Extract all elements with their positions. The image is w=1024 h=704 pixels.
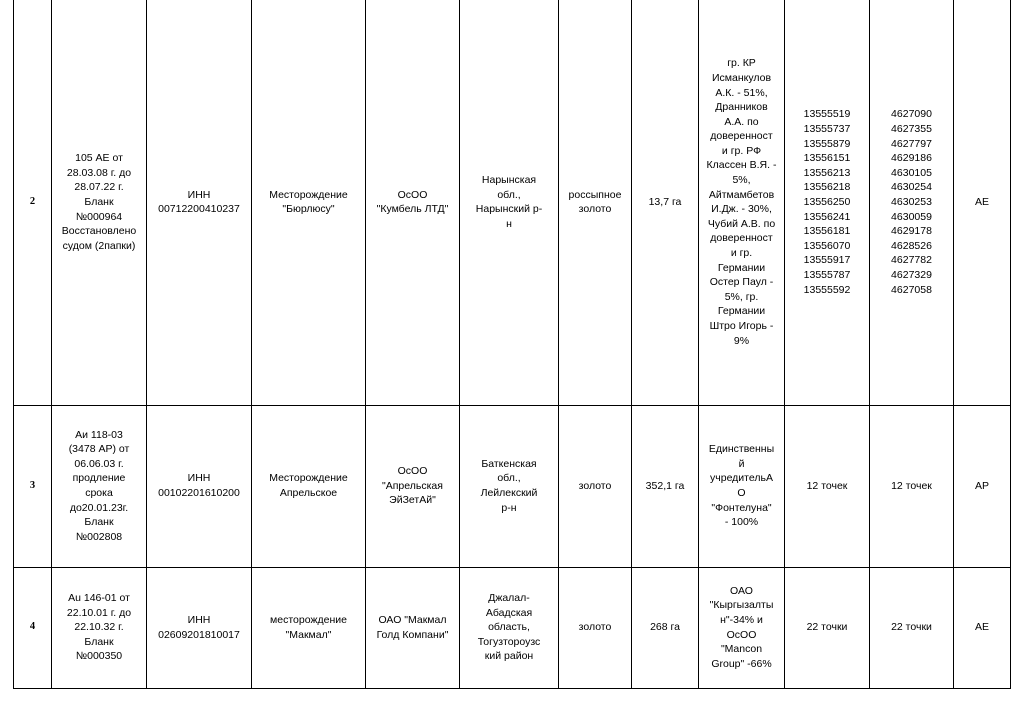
area-cell: 352,1 га <box>632 405 699 567</box>
company-cell: ОАО "Макмал Голд Компани" <box>366 567 460 688</box>
license-cell: 105 АЕ от 28.03.08 г. до 28.07.22 г. Бланк №000964 Восстановлено судом (2папки) <box>52 0 147 405</box>
mineral-cell: золото <box>559 405 632 567</box>
coord-x-cell: 12 точек <box>785 405 870 567</box>
coord-y-cell: 22 точки <box>870 567 954 688</box>
inn-cell: ИНН 00102201610200 <box>147 405 252 567</box>
row-number: 4 <box>14 567 52 688</box>
license-cell: Au 146-01 от 22.10.01 г. до 22.10.32 г. Бланк №000350 <box>52 567 147 688</box>
founders-cell: Единственны й учредительА О "Фонтелуна" - 100% <box>699 405 785 567</box>
type-cell: АЕ <box>954 0 1011 405</box>
area-cell: 268 га <box>632 567 699 688</box>
location-cell: Баткенская обл., Лейлекский р-н <box>460 405 559 567</box>
area-cell: 13,7 га <box>632 0 699 405</box>
row-number: 3 <box>14 405 52 567</box>
table-row <box>14 405 1011 567</box>
company-cell: ОсОО "Апрельская ЭйЗетАй" <box>366 405 460 567</box>
license-registry-table <box>13 0 1011 689</box>
founders-cell: ОАО "Кыргызалты н"-34% и ОсОО "Mancon Group" -66% <box>699 567 785 688</box>
coord-y-cell: 12 точек <box>870 405 954 567</box>
table-row <box>14 0 1011 405</box>
row-number: 2 <box>14 0 52 405</box>
location-cell: Нарынская обл., Нарынский р- н <box>460 0 559 405</box>
location-cell: Джалал- Абадская область, Тогузтороузс кий район <box>460 567 559 688</box>
object-cell: месторождение "Макмал" <box>252 567 366 688</box>
object-cell: Месторождение "Бюрлюсу" <box>252 0 366 405</box>
mineral-cell: россыпное золото <box>559 0 632 405</box>
coord-x-cell: 13555519 13555737 13555879 13556151 13556213 13556218 13556250 13556241 13556181 13556070 13555917 13555787 13555592 <box>785 0 870 405</box>
founders-cell: гр. КР Исманкулов А.К. - 51%, Дранников А.А. по доверенност и гр. РФ Классен В.Я. - 5%, Айтмамбетов И.Дж. - 30%, Чубий А.В. по доверенност и гр. Германии Остер Паул - 5%, гр. Германии Штро Игорь - 9% <box>699 0 785 405</box>
type-cell: АР <box>954 405 1011 567</box>
company-cell: ОсОО "Кумбель ЛТД" <box>366 0 460 405</box>
license-cell: Аи 118-03 (3478 АР) от 06.06.03 г. продление срока до20.01.23г. Бланк №002808 <box>52 405 147 567</box>
mineral-cell: золото <box>559 567 632 688</box>
type-cell: АЕ <box>954 567 1011 688</box>
inn-cell: ИНН 00712200410237 <box>147 0 252 405</box>
coord-x-cell: 22 точки <box>785 567 870 688</box>
table-row <box>14 567 1011 688</box>
inn-cell: ИНН 02609201810017 <box>147 567 252 688</box>
object-cell: Месторождение Апрельское <box>252 405 366 567</box>
coord-y-cell: 4627090 4627355 4627797 4629186 4630105 4630254 4630253 4630059 4629178 4628526 4627782 4627329 4627058 <box>870 0 954 405</box>
